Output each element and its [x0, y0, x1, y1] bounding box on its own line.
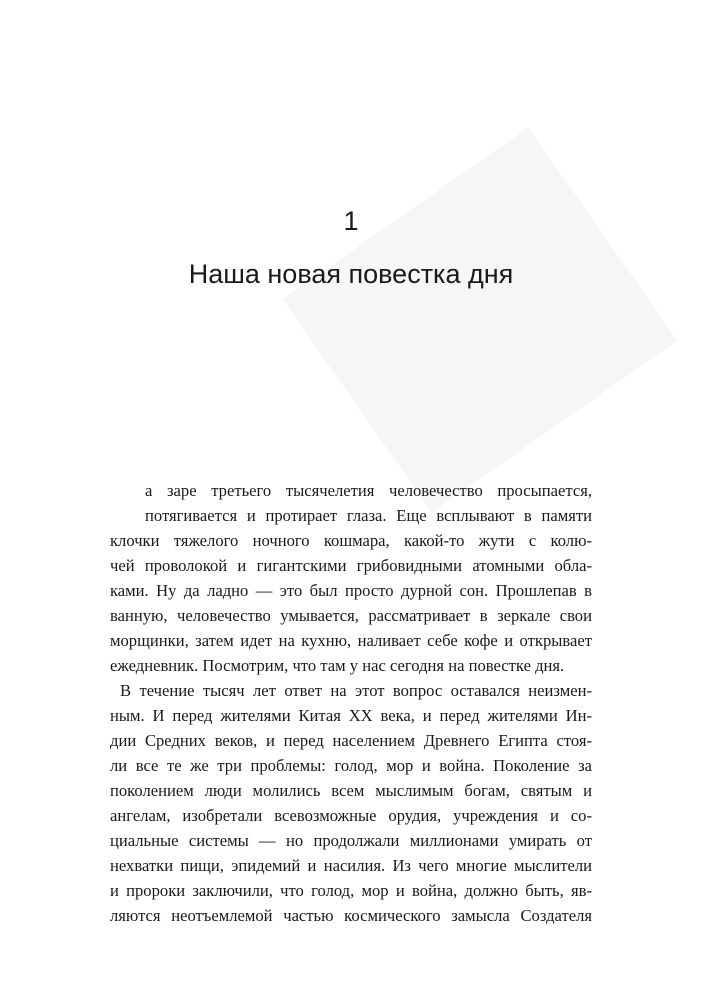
- text-line: морщинки, затем идет на кухню, наливает себе кофе и открывает: [110, 631, 592, 650]
- text-line: ежедневник. Посмотрим, что там у нас сегодня на повестке дня.: [110, 656, 565, 675]
- text-line: клочки тяжелого ночного кошмара, какой-то жути с колю-: [110, 531, 592, 550]
- text-line: потягивается и протирает глаза. Еще всплывают в памяти: [145, 506, 592, 525]
- text-line: нехватки пищи, эпидемий и насилия. Из чего многие мыслители: [110, 856, 592, 875]
- chapter-body-text: [110, 478, 592, 928]
- text-line: ангелам, изобретали всевозможные орудия, учреждения и со-: [110, 806, 592, 825]
- text-line: ным. И перед жителями Китая XX века, и перед жителями Ин-: [110, 706, 592, 725]
- text-line: В течение тысяч лет ответ на этот вопрос оставался неизмен-: [120, 681, 592, 700]
- text-line: ванную, человечество умывается, рассматривает в зеркале свои: [110, 606, 592, 625]
- chapter-title: Наша новая повестка дня: [188, 259, 514, 289]
- text-line: циальные системы — но продолжали миллионами умирать от: [110, 831, 592, 850]
- text-line: поколением люди молились всем мыслимым богам, святым и: [110, 781, 592, 800]
- chapter-number: 1: [343, 206, 359, 236]
- text-line: дии Средних веков, и перед населением Древнего Египта стоя-: [110, 731, 592, 750]
- text-line: и пророки заключили, что голод, мор и война, должно быть, яв-: [110, 881, 592, 900]
- text-line: чей проволокой и гигантскими грибовидными атомными обла-: [110, 556, 592, 575]
- background-watermark: [283, 127, 678, 512]
- text-line: а заре третьего тысячелетия человечество просыпается,: [145, 481, 592, 500]
- text-line: ляются неотъемлемой частью космического замысла Создателя: [110, 906, 592, 925]
- text-line: ли все те же три проблемы: голод, мор и война. Поколение за: [110, 756, 592, 775]
- text-line: ками. Ну да ладно — это был просто дурной сон. Прошлепав в: [110, 581, 592, 600]
